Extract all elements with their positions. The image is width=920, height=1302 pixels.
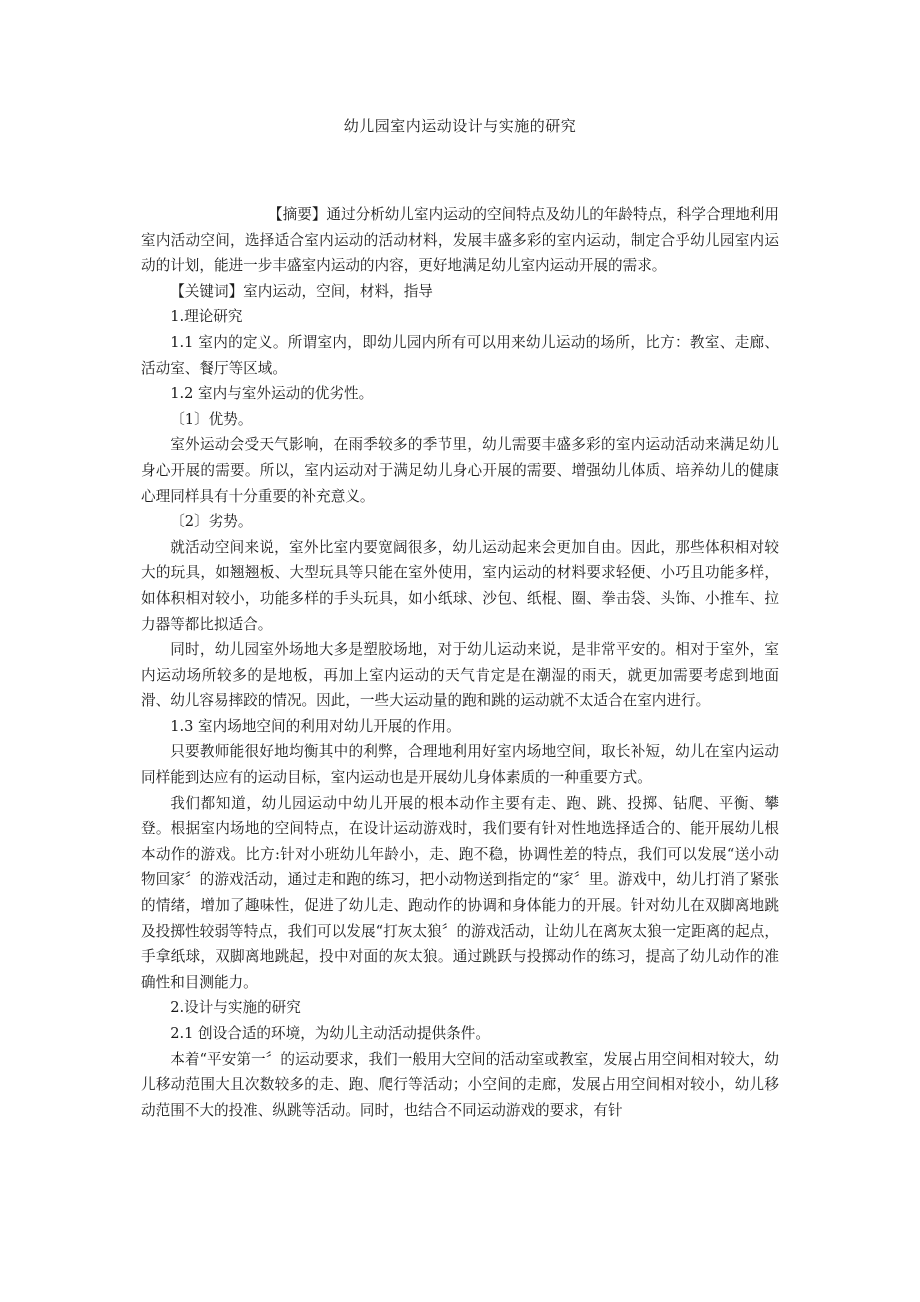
item-heading-disadvantage: 〔2〕劣势。 bbox=[170, 513, 253, 531]
subsection-heading-1-2: 1.2 室内与室外运动的优劣性。 bbox=[170, 385, 374, 403]
abstract-paragraph: 【摘要】通过分析幼儿室内运动的空间特点及幼儿的年龄特点，科学合理地利用室内活动空间，选择适合室内运动的活动材料，发展丰盛多彩的室内运动，制定合乎幼儿园室内运动的计划，能进一步丰盛室内运动的内容，更好地满足幼儿室内运动开展的需求。 bbox=[141, 206, 779, 275]
subsection-heading-2-1: 2.1 创设合适的环境，为幼儿主动活动提供条件。 bbox=[170, 1025, 490, 1042]
subsection-heading-1-3: 1.3 室内场地空间的利用对幼儿开展的作用。 bbox=[170, 717, 461, 735]
body-paragraph: 就活动空间来说，室外比室内要宽阔很多，幼儿运动起来会更加自由。因此，那些体积相对较大的玩具，如翘翘板、大型玩具等只能在室外使用，室内运动的材料要求轻便、小巧且功能多样，如体积相对较小，功能多样的手头玩具，如小纸球、沙包、纸棍、圈、拳击袋、头饰、小推车、拉力器等都比拟适合。 bbox=[141, 538, 779, 633]
body-paragraph: 只要教师能很好地均衡其中的利弊，合理地利用好室内场地空间，取长补短，幼儿在室内运动同样能到达应有的运动目标，室内运动也是开展幼儿身体素质的一种重要方式。 bbox=[141, 743, 779, 787]
body-paragraph: 同时，幼儿园室外场地大多是塑胶场地，对于幼儿运动来说，是非常平安的。相对于室外，室内运动场所较多的是地板，再加上室内运动的天气肯定是在潮湿的雨天，就更加需要考虑到地面滑、幼儿容易摔跤的情况。因此，一些大运动量的跑和跳的运动就不太适合在室内进行。 bbox=[141, 641, 779, 710]
item-heading-advantage: 〔1〕优势。 bbox=[170, 410, 253, 428]
body-paragraph: 本着“平安第一〞的运动要求，我们一般用大空间的活动室或教室，发展占用空间相对较大，幼儿移动范围大且次数较多的走、跑、爬行等活动；小空间的走廊，发展占用空间相对较小，幼儿移动范围不大的投准、纵跳等活动。同时，也结合不同运动游戏的要求，有针 bbox=[141, 1050, 779, 1119]
keywords-paragraph: 【关键词】室内运动，空间，材料，指导 bbox=[170, 282, 433, 300]
section-heading-2: 2.设计与实施的研究 bbox=[170, 999, 301, 1017]
body-paragraph: 室外运动会受天气影响，在雨季较多的季节里，幼儿需要丰盛多彩的室内运动活动来满足幼儿身心开展的需要。所以，室内运动对于满足幼儿身心开展的需要、增强幼儿体质、培养幼儿的健康心理同样具有十分重要的补充意义。 bbox=[141, 436, 779, 505]
document-body bbox=[141, 202, 779, 1123]
section-heading-1: 1.理论研究 bbox=[170, 308, 243, 326]
body-paragraph: 我们都知道，幼儿园运动中幼儿开展的根本动作主要有走、跑、跳、投掷、钻爬、平衡、攀登。根据室内场地的空间特点，在设计运动游戏时，我们要有针对性地选择适合的、能开展幼儿根本动作的游戏。比方:针对小班幼儿年龄小，走、跑不稳，协调性差的特点，我们可以发展“送小动物回家〞的游戏活动，通过走和跑的练习，把小动物送到指定的“家〞里。游戏中，幼儿打消了紧张的情绪，增加了趣味性，促进了幼儿走、跑动作的协调和身体能力的开展。针对幼儿在双脚离地跳及投掷性较弱等特点，我们可以发展“打灰太狼〞的游戏活动，让幼儿在离灰太狼一定距离的起点，手拿纸球，双脚离地跳起，投中对面的灰太狼。通过跳跃与投掷动作的练习，提高了幼儿动作的准确性和目测能力。 bbox=[141, 794, 779, 991]
document-title: 幼儿园室内运动设计与实施的研究 bbox=[343, 117, 577, 135]
body-paragraph: 1.1 室内的定义。所谓室内，即幼儿园内所有可以用来幼儿运动的场所，比方：教室、走廊、活动室、餐厅等区域。 bbox=[141, 333, 779, 377]
